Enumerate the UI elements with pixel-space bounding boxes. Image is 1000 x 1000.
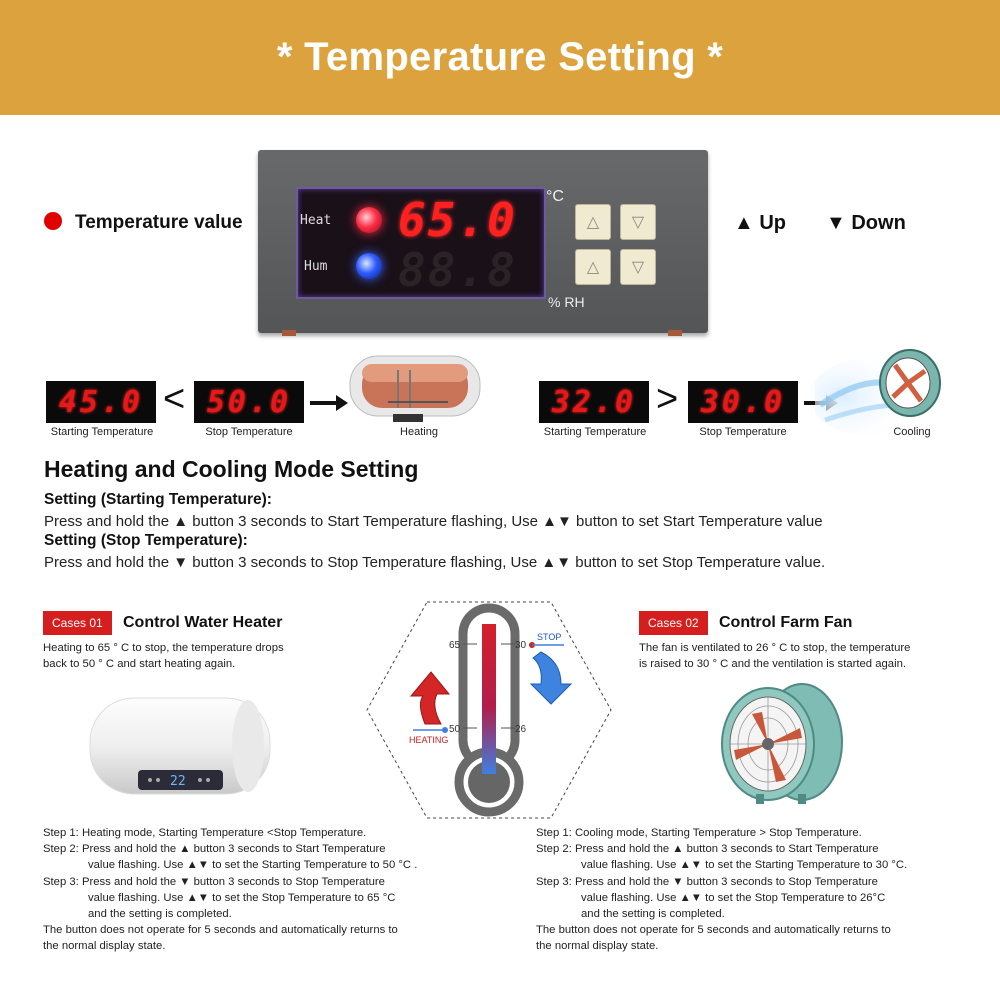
up-set-button[interactable] xyxy=(575,249,611,285)
triangle-up-outline-icon: △ xyxy=(586,259,600,276)
case2-title: Control Farm Fan xyxy=(719,614,853,631)
scale-30: 30 xyxy=(515,640,527,651)
cooling-fan-icon xyxy=(815,335,950,437)
triangle-down-outline-icon: ▽ xyxy=(631,259,645,276)
step-line: value flashing. Use ▲▼ to set the Stop Temperature to 26°C xyxy=(581,891,886,904)
stop-setting-heading: Setting (Stop Temperature): xyxy=(44,532,248,549)
case1-badge: Cases 01 xyxy=(43,611,112,635)
start-setting-heading: Setting (Starting Temperature): xyxy=(44,491,272,508)
step-line: Step 1: Cooling mode, Starting Temperature > Stop Temperature. xyxy=(536,827,862,839)
temperature-display: 65.0 xyxy=(398,193,517,247)
hum-label: Hum xyxy=(304,259,328,274)
step-line: Step 2: Press and hold the ▲ button 3 seconds to Start Temperature xyxy=(43,843,386,856)
scale-50: 50 xyxy=(449,724,461,735)
cooling-start-value: 32.0 xyxy=(551,384,637,420)
banner-title: * Temperature Setting * xyxy=(276,35,724,79)
cooling-stop-display xyxy=(688,381,798,423)
case1-desc-line: back to 50 ° C and start heating again. xyxy=(43,658,236,670)
device-foot-left xyxy=(282,330,296,336)
start-setting-text: Press and hold the ▲ button 3 seconds to Start Temperature flashing, Use ▲▼ button to set Start Temperature value xyxy=(44,513,823,530)
thermostat-controller xyxy=(258,150,708,333)
heating-stop-display xyxy=(194,381,304,423)
case2-badge: Cases 02 xyxy=(639,611,708,635)
heating-start-value: 45.0 xyxy=(58,384,144,420)
triangle-down-icon: ▽ xyxy=(631,214,645,231)
celsius-unit: °C xyxy=(546,188,564,205)
down-button[interactable] xyxy=(620,204,656,240)
heating-start-caption: Starting Temperature xyxy=(50,426,154,438)
case1-steps xyxy=(43,825,417,955)
heating-stop-caption: Stop Temperature xyxy=(205,426,293,438)
farm-fan-image xyxy=(718,682,846,806)
thermometer-diagram xyxy=(365,600,613,820)
heating-label: HEATING xyxy=(409,735,449,745)
greater-than-operator: > xyxy=(656,378,679,420)
cooling-stop-caption: Stop Temperature xyxy=(699,426,787,438)
rh-unit: % RH xyxy=(548,294,585,310)
heat-indicator-led xyxy=(356,207,382,233)
heating-caption: Heating xyxy=(400,426,438,438)
red-dot-icon xyxy=(44,212,62,230)
title-banner xyxy=(0,0,1000,115)
step-line: the normal display state. xyxy=(43,940,166,953)
step-line: The button does not operate for 5 seconds and automatically returns to xyxy=(43,924,398,937)
cooling-start-display xyxy=(539,381,649,423)
case2-desc-line: The fan is ventilated to 26 ° C to stop, the temperature xyxy=(639,642,911,654)
down-set-button[interactable] xyxy=(620,249,656,285)
less-than-operator: < xyxy=(163,378,186,420)
temperature-value-legend: Temperature value xyxy=(75,212,243,233)
scale-65: 65 xyxy=(449,640,461,651)
step-line: Step 1: Heating mode, Starting Temperature <Stop Temperature. xyxy=(43,827,367,839)
humidity-display: 88.8 xyxy=(398,243,517,297)
step-line: and the setting is completed. xyxy=(581,908,725,921)
lcd-screen xyxy=(296,187,546,299)
step-line: and the setting is completed. xyxy=(88,908,232,921)
water-heater-icon xyxy=(348,352,484,424)
step-line: Step 3: Press and hold the ▼ button 3 seconds to Stop Temperature xyxy=(536,875,878,888)
step-line: value flashing. Use ▲▼ to set the Starting Temperature to 50 °C . xyxy=(88,859,418,872)
case1-description xyxy=(43,640,284,672)
hum-indicator-led xyxy=(356,253,382,279)
case2-steps xyxy=(536,825,907,955)
up-legend: ▲ Up xyxy=(734,212,787,234)
step-line: value flashing. Use ▲▼ to set the Stop Temperature to 65 °C xyxy=(88,891,396,904)
case1-desc-line: Heating to 65 ° C to stop, the temperature drops xyxy=(43,642,284,654)
case2-desc-line: is raised to 30 ° C and the ventilation is started again. xyxy=(639,658,907,670)
arrow-right-icon xyxy=(310,401,338,405)
case2-description xyxy=(639,640,910,672)
mode-section-title: Heating and Cooling Mode Setting xyxy=(44,456,419,482)
step-line: value flashing. Use ▲▼ to set the Starting Temperature to 30 °C. xyxy=(581,859,908,872)
cooling-stop-value: 30.0 xyxy=(700,384,786,420)
cooling-start-caption: Starting Temperature xyxy=(543,426,647,438)
step-line: Step 3: Press and hold the ▼ button 3 seconds to Stop Temperature xyxy=(43,875,385,888)
cooling-caption: Cooling xyxy=(893,426,931,438)
device-foot-right xyxy=(668,330,682,336)
heating-start-display xyxy=(46,381,156,423)
down-legend: ▼ Down xyxy=(826,212,906,234)
case1-title: Control Water Heater xyxy=(123,614,283,631)
water-heater-image xyxy=(88,692,273,802)
stop-label: STOP xyxy=(537,632,562,642)
step-line: the normal display state. xyxy=(536,940,659,953)
heat-label: Heat xyxy=(300,213,332,228)
step-line: The button does not operate for 5 seconds and automatically returns to xyxy=(536,924,891,937)
heater-display-text: 22 xyxy=(170,774,186,789)
heating-stop-value: 50.0 xyxy=(206,384,292,420)
stop-setting-text: Press and hold the ▼ button 3 seconds to Stop Temperature flashing, Use ▲▼ button to set Stop Temperature value. xyxy=(44,554,826,571)
step-line: Step 2: Press and hold the ▲ button 3 seconds to Start Temperature xyxy=(536,843,879,856)
triangle-up-icon: △ xyxy=(586,214,600,231)
up-button[interactable] xyxy=(575,204,611,240)
scale-26: 26 xyxy=(515,724,527,735)
